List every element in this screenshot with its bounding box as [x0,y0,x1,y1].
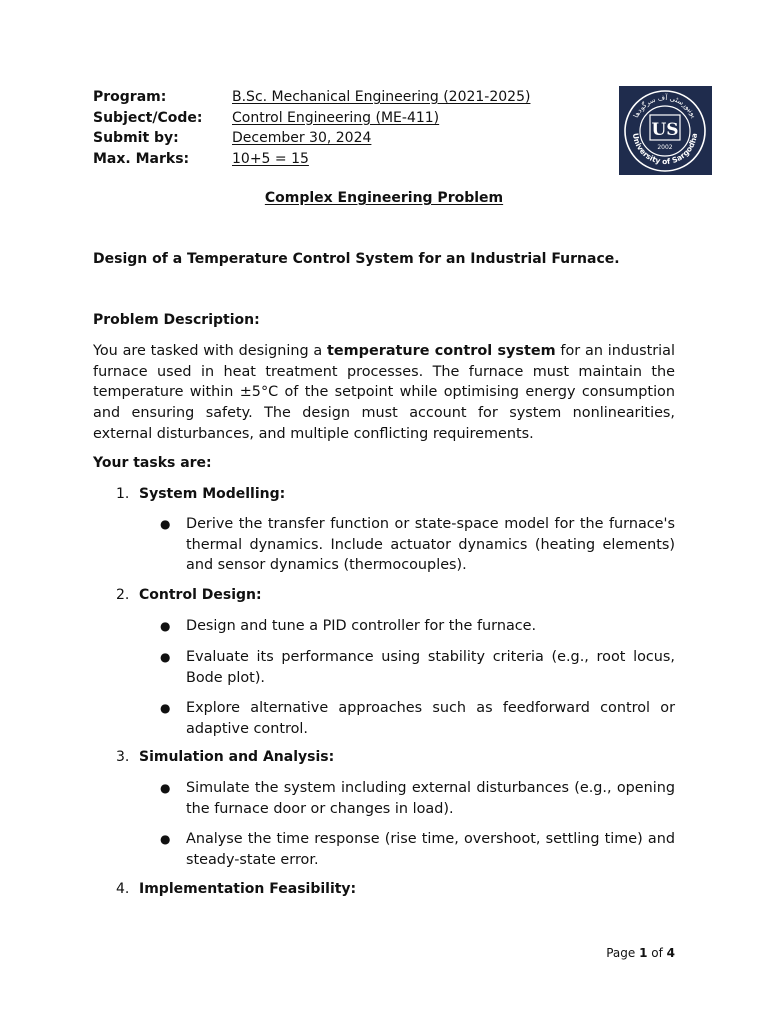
cep-title: Complex Engineering Problem [264,190,504,206]
subject-value: Control Engineering (ME-411) [232,109,440,126]
task-4-title: Implementation Feasibility: [139,881,357,897]
subject-label: Subject/Code: [93,109,203,126]
header-metadata [93,87,530,169]
bullet-text: Derive the transfer function or state-space model for the furnace's thermal dynamics. Include actuator dynamics (heating elements) and sensor dynamics (thermocouples). [186,516,675,574]
description-part-2: for an industrial furnace used in heat treatment processes. The furnace must maintain the temperature within ±5°C of the setpoint while optimising energy consumption and ensuring safety. The design must account for system nonlinearities, external disturbances, and multiple conflicting requirements. [93,343,675,442]
task-2-title: Control Design: [139,587,262,603]
task-1-bullet-1 [160,514,675,576]
problem-description-heading: Problem Description: [93,312,260,328]
bullet-text: Explore alternative approaches such as feedforward control or adaptive control. [186,700,675,737]
submit-row [93,128,530,149]
footer-current-page: 1 [639,946,648,960]
logo-top-text: یونیورسٹی آف سرگودھا [631,93,699,120]
submit-label: Submit by: [93,130,179,147]
bullet-dot-icon: ● [160,517,171,531]
program-row [93,87,530,108]
task-1-title: System Modelling: [139,486,286,502]
marks-value: 10+5 = 15 [232,150,309,167]
design-title: Design of a Temperature Control System for an Industrial Furnace. [93,251,620,267]
task-2-number: 2. [116,587,130,603]
subject-row [93,108,530,129]
logo-monogram: US [651,120,679,140]
bullet-text: Analyse the time response (rise time, overshoot, settling time) and steady-state error. [186,831,675,868]
university-seal-icon [619,86,712,175]
program-label: Program: [93,89,167,105]
bullet-text: Evaluate its performance using stability criteria (e.g., root locus, Bode plot). [186,649,675,686]
task-3-number: 3. [116,749,130,765]
task-1-number: 1. [116,486,130,502]
submit-value: December 30, 2024 [232,130,372,147]
bullet-dot-icon: ● [160,650,171,664]
footer-of-word: of [647,946,667,960]
task-3 [116,749,334,765]
task-2-bullet-1 [160,616,675,637]
task-4-number: 4. [116,881,130,897]
task-3-title: Simulation and Analysis: [139,749,335,765]
bullet-text: Design and tune a PID controller for the furnace. [186,618,537,634]
footer-page-word: Page [606,946,640,960]
description-bold: temperature control system [327,343,556,359]
page-footer [606,946,675,960]
logo-bottom-text: University of Sargodha [630,132,700,167]
task-3-bullet-1 [160,778,675,819]
bullet-dot-icon: ● [160,832,171,846]
task-4 [116,881,356,897]
task-2 [116,587,262,603]
problem-description-text [93,341,675,445]
bullet-dot-icon: ● [160,701,171,715]
bullet-dot-icon: ● [160,781,171,795]
task-3-bullet-2 [160,829,675,870]
bullet-dot-icon: ● [160,619,171,633]
description-part-1: You are tasked with designing a [93,343,328,359]
bullet-text: Simulate the system including external disturbances (e.g., opening the furnace door or changes in load). [186,780,675,817]
marks-row [93,149,530,170]
university-logo [619,86,712,175]
task-2-bullet-2 [160,647,675,688]
logo-year: 2002 [657,144,673,151]
marks-label: Max. Marks: [93,150,190,167]
tasks-heading: Your tasks are: [93,455,212,471]
program-value: B.Sc. Mechanical Engineering (2021-2025) [232,89,531,105]
task-2-bullet-3 [160,698,675,739]
footer-total-pages: 4 [666,946,675,960]
task-1 [116,486,285,502]
